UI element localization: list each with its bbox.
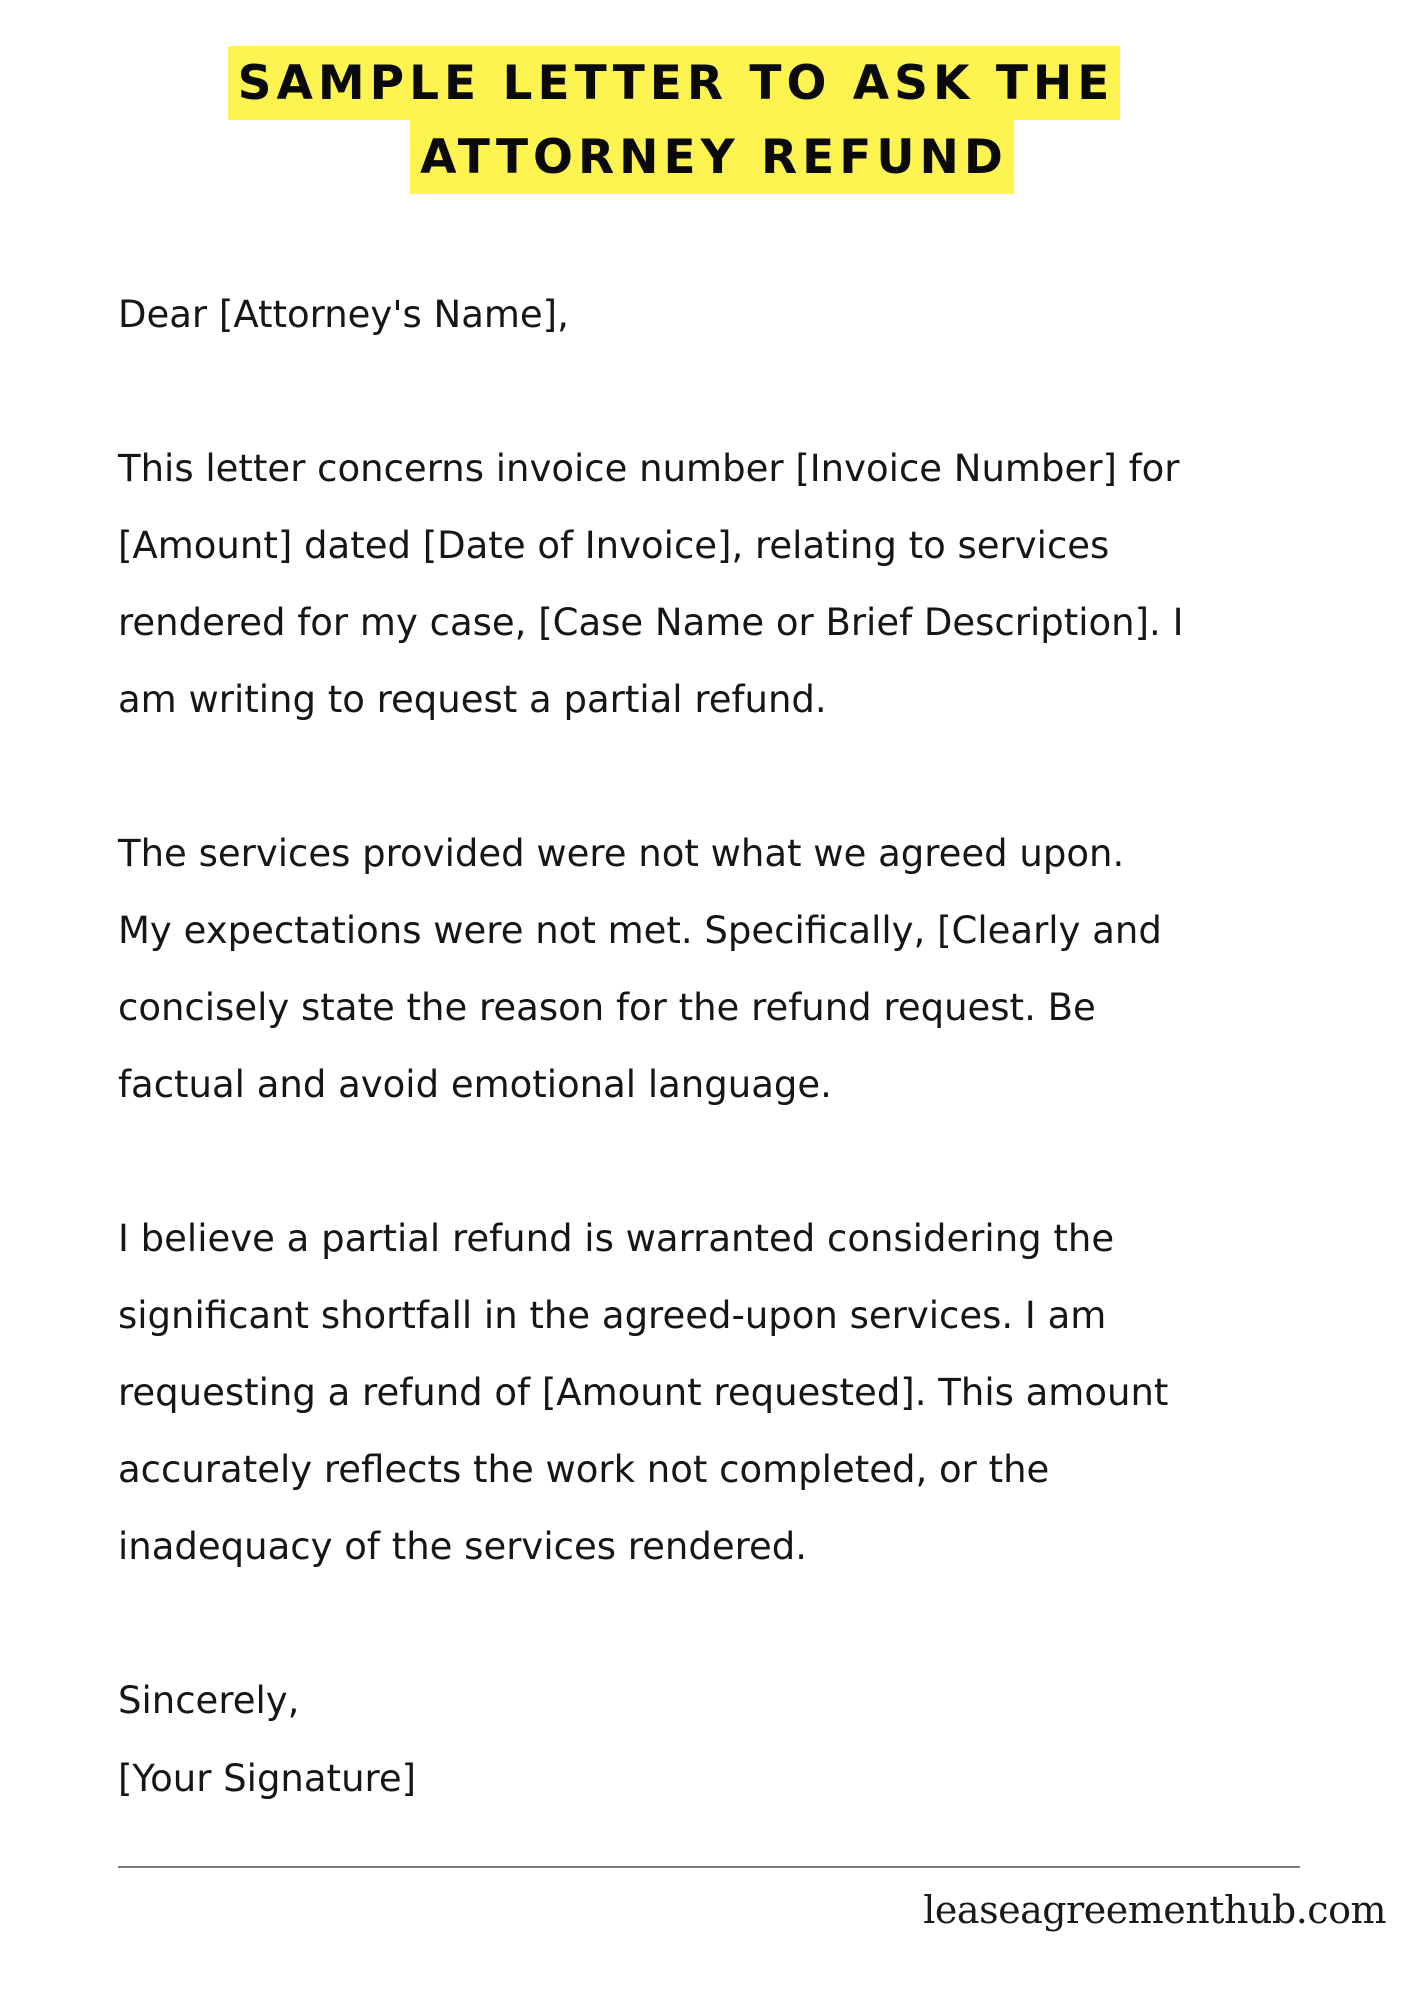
salutation: Dear [Attorney's Name], xyxy=(118,293,569,336)
paragraph-line: This letter concerns invoice number [Invoice Number] for xyxy=(118,447,1180,490)
signature-placeholder: [Your Signature] xyxy=(118,1757,417,1800)
paragraph-line: factual and avoid emotional language. xyxy=(118,1063,832,1106)
paragraph-line: inadequacy of the services rendered. xyxy=(118,1525,808,1568)
paragraph-line: accurately reflects the work not completed, or the xyxy=(118,1448,1050,1491)
paragraph-3 xyxy=(118,1200,1168,1585)
paragraph-line: concisely state the reason for the refund request. Be xyxy=(118,986,1096,1029)
paragraph-line: requesting a refund of [Amount requested]. This amount xyxy=(118,1371,1169,1414)
paragraph-line: rendered for my case, [Case Name or Brief Description]. I xyxy=(118,601,1184,644)
website-watermark: leaseagreementhub.com xyxy=(923,1888,1386,1932)
paragraph-line: significant shortfall in the agreed-upon services. I am xyxy=(118,1294,1107,1337)
paragraph-line: [Amount] dated [Date of Invoice], relating to services xyxy=(118,524,1110,567)
paragraph-line: am writing to request a partial refund. xyxy=(118,678,827,721)
title-line-2: ATTORNEY REFUND xyxy=(410,120,1014,194)
paragraph-2 xyxy=(118,815,1162,1123)
paragraph-line: I believe a partial refund is warranted considering the xyxy=(118,1217,1115,1260)
closing: Sincerely, xyxy=(118,1679,300,1722)
paragraph-1 xyxy=(118,430,1183,738)
title-line-1: SAMPLE LETTER TO ASK THE xyxy=(228,46,1121,120)
footer-divider xyxy=(118,1866,1300,1868)
paragraph-line: My expectations were not met. Specifically, [Clearly and xyxy=(118,909,1162,952)
document-title xyxy=(0,46,1414,194)
paragraph-line: The services provided were not what we agreed upon. xyxy=(118,832,1125,875)
